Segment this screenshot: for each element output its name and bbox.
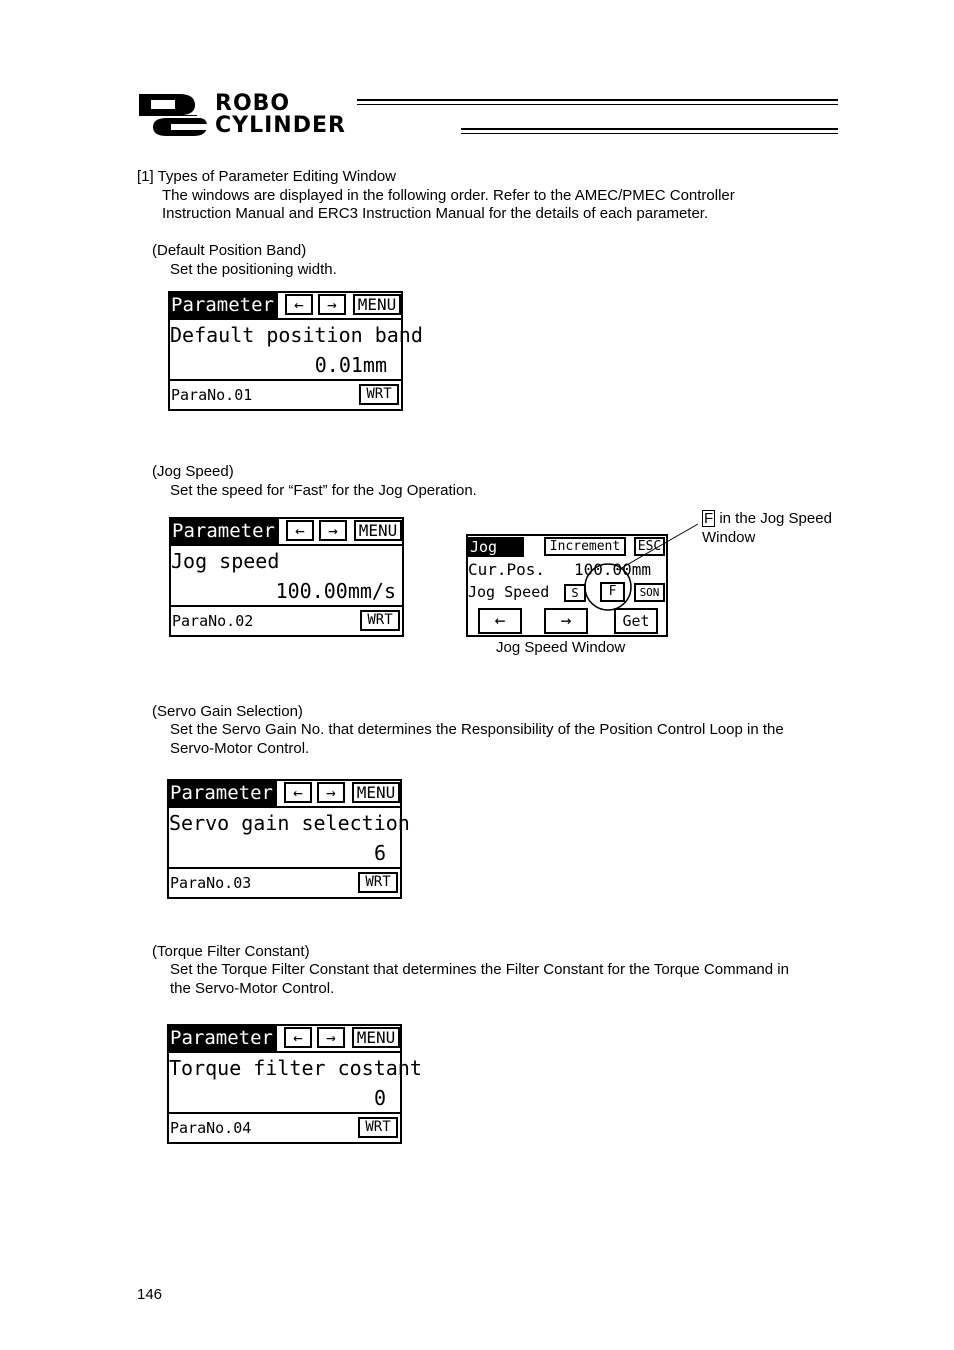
menu-button[interactable]: MENU [352,782,400,803]
callout-label-1: in the Jog Speed [715,510,832,527]
page-number: 146 [137,1286,163,1303]
lcd-footer [170,379,401,409]
speed-fast-button[interactable]: F [600,582,625,602]
section-desc-2: the Servo-Motor Control. [170,980,335,997]
wrt-button[interactable]: WRT [358,872,398,893]
section-desc: Set the speed for “Fast” for the Jog Operation. [170,482,477,499]
jog-left-button[interactable]: ← [478,608,522,634]
wrt-button[interactable]: WRT [359,384,399,405]
intro-heading: [1] Types of Parameter Editing Window [137,168,397,185]
servo-on-button[interactable]: SON [634,583,665,602]
intro-body-1: The windows are displayed in the following order. Refer to the AMEC/PMEC Controller [162,187,735,204]
right-arrow-button[interactable]: → [319,520,347,541]
lcd-para-no: ParaNo.03 [170,874,252,892]
cur-pos-value: 100.00mm [574,560,652,579]
parameter-lcd [167,779,410,899]
jog-right-button[interactable]: → [544,608,588,634]
section-desc: Set the positioning width. [170,261,337,278]
callout-label-2: Window [702,529,756,546]
parameter-lcd [168,291,423,411]
callout-f-box: F [704,510,714,527]
parameter-lcd [167,1024,422,1144]
esc-button[interactable]: ESC [634,537,665,556]
lcd-param-value: 0 [373,1086,386,1110]
lcd-footer [171,605,402,635]
lcd-param-value: 100.00mm/s [275,579,396,603]
callout-line [618,524,698,570]
left-arrow-button[interactable]: ← [286,520,314,541]
jog-title: Jog [468,537,524,557]
lcd-para-no: ParaNo.01 [171,386,253,404]
right-arrow-button[interactable]: → [318,294,346,315]
left-arrow-button[interactable]: ← [285,294,313,315]
lcd-param-name: Jog speed [171,549,280,573]
section-heading: (Default Position Band) [152,242,307,259]
callout-text [702,510,832,528]
lcd-para-no: ParaNo.02 [172,612,254,630]
left-arrow-button[interactable]: ← [284,782,312,803]
lcd-title: Parameter [169,781,277,806]
section-heading: (Torque Filter Constant) [152,943,310,960]
cur-pos-label: Cur.Pos. [468,560,546,579]
get-button[interactable]: Get [614,608,658,634]
wrt-button[interactable]: WRT [360,610,400,631]
section-desc: Set the Torque Filter Constant that determines the Filter Constant for the Torque Command in [170,961,789,978]
lcd-param-value: 6 [373,841,386,865]
section-desc-2: Servo-Motor Control. [170,740,310,757]
lcd-footer [169,1112,400,1142]
lcd-title: Parameter [170,293,278,318]
logo-cylinder: CYLINDER [215,113,346,138]
wrt-button[interactable]: WRT [358,1117,398,1138]
right-arrow-button[interactable]: → [317,782,345,803]
callout-graphic [580,510,700,620]
lcd-footer [169,867,400,897]
lcd-para-no: ParaNo.04 [170,1119,252,1137]
increment-button[interactable]: Increment [544,537,626,556]
intro-body-2: Instruction Manual and ERC3 Instruction Manual for the details of each parameter. [162,205,709,222]
right-arrow-button[interactable]: → [317,1027,345,1048]
rc-logo-icon [137,92,209,138]
lcd-param-name: Servo gain selection [169,811,410,835]
lcd-param-name: Torque filter costant [169,1056,422,1080]
jog-window-caption: Jog Speed Window [496,639,626,656]
section-heading: (Servo Gain Selection) [152,703,303,720]
menu-button[interactable]: MENU [353,294,401,315]
left-arrow-button[interactable]: ← [284,1027,312,1048]
lcd-param-name: Default position band [170,323,423,347]
logo-robo: ROBO [215,91,291,116]
jog-speed-label: Jog Speed [468,583,550,601]
lcd-title: Parameter [171,519,279,544]
callout-circle [585,564,631,610]
parameter-lcd [169,517,404,637]
speed-slow-button[interactable]: S [564,584,586,602]
menu-button[interactable]: MENU [352,1027,400,1048]
header-rule-top [357,99,838,105]
lcd-title: Parameter [169,1026,277,1051]
menu-button[interactable]: MENU [354,520,402,541]
lcd-param-value: 0.01mm [314,353,387,377]
section-desc: Set the Servo Gain No. that determines the Responsibility of the Position Control Loop in the [170,721,784,738]
section-heading: (Jog Speed) [152,463,234,480]
header-rule-bottom [461,128,838,134]
